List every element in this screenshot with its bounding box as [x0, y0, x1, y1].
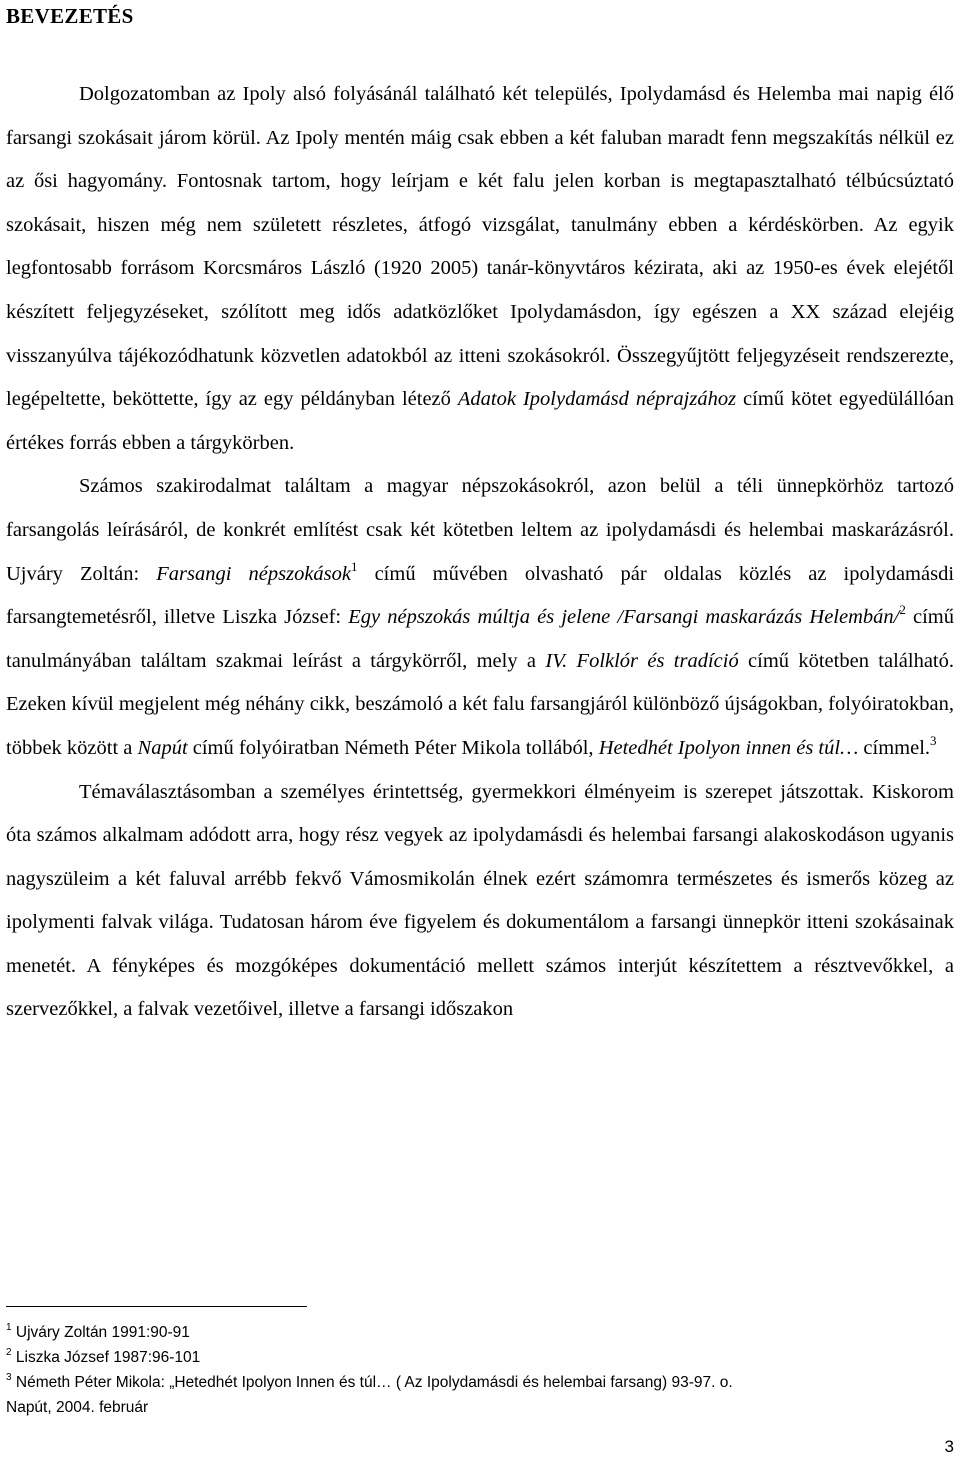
italic-title: Hetedhét Ipolyon innen és túl…	[598, 736, 859, 759]
paragraph	[6, 73, 954, 465]
footnote	[6, 1320, 954, 1345]
footnote-text: Napút, 2004. február	[6, 1399, 149, 1416]
footnote-ref: 3	[930, 732, 937, 748]
footnote-text: Németh Péter Mikola: „Hetedhét Ipolyon Innen és túl… ( Az Ipolydamásdi és helembai farsang) 93-97. o.	[15, 1374, 733, 1391]
italic-title: Egy népszokás múltja és jelene /Farsangi maskarázás Helembán/	[348, 606, 900, 629]
footnote-separator	[6, 1306, 307, 1307]
text-run: Témaválasztásomban a személyes érintettség, gyermekkori élményeim is szerepet játszottak. Kiskorom óta számos alkalmam adódott arra, hogy rész vegyek az ipolydamásdi és helembai farsangi alakoskodáson ugyanis nagyszüleim a két faluval arrébb fekvő Vámosmikolán élnek ezért számomra természetes és ismerős közeg az ipolymenti falvak világa. Tudatosan három éve figyelem és dokumentálom a farsangi ünnepkör itteni szokásainak menetét. A fényképes és mozgóképes dokumentáció mellett számos interjút készítettem a résztvevőkkel, a szervezőkkel, a falvak vezetőivel, illetve a farsangi időszakon	[6, 780, 954, 1021]
text-run: című kötet egyedülállóan értékes forrás ebben a tárgykörben.	[6, 388, 954, 454]
footnote-number: 3	[6, 1372, 12, 1383]
text-run: című művében olvasható pár oldalas közlés az ipolydamásdi farsangtemetésről, illetve Liszka József:	[6, 562, 955, 629]
footnotes	[6, 1320, 954, 1420]
italic-title: IV. Folklór és tradíció	[545, 649, 739, 672]
footnote	[6, 1345, 954, 1370]
text-run: című folyóiratban Németh Péter Mikola tollából,	[187, 736, 599, 759]
section-heading: BEVEZETÉS	[6, 4, 134, 28]
footnote-text: Ujváry Zoltán 1991:90-91	[15, 1324, 190, 1341]
text-run: Dolgozatomban az Ipoly alsó folyásánál található két település, Ipolydamásd és Helemba mai napig élő farsangi szokásait járom körül. Az Ipoly mentén máig csak ebben a két faluban maradt fenn megszakítás nélkül ez az ősi hagyomány. Fontosnak tartom, hogy leírjam e két falu jelen korban is megtapasztalható télbúcsúztató szokásait, hiszen még nem született részletes, átfogó vizsgálat, tanulmány ebben a kérdéskörben. Az egyik legfontosabb forrásom Korcsmáros László (1920 2005) tanár-könyvtáros kézirata, aki az 1950-es évek elejétől készített feljegyzéseket, szólított meg idős adatközlőket Ipolydamásdon, így egészen a XX század elejéig visszanyúlva tájékozódhatunk közvetlen adatokból az itteni szokásokról. Összegyűjtött feljegyzéseit rendszerezte, legépeltette, beköttette, így az egy példányban létező	[6, 83, 954, 411]
italic-title: Napút	[137, 736, 188, 759]
footnote-number: 1	[6, 1322, 12, 1333]
footnote	[6, 1395, 954, 1420]
italic-title: Farsangi népszokások	[156, 562, 352, 585]
italic-title: Adatok Ipolydamásd néprajzához	[457, 388, 737, 411]
text-run: című tanulmányában találtam szakmai leírást a tárgykörről, mely a	[6, 606, 955, 672]
paragraph	[6, 465, 954, 770]
page-number: 3	[944, 1437, 954, 1456]
footnote-number: 2	[6, 1347, 12, 1358]
footnote-ref: 2	[899, 602, 906, 618]
paragraph	[6, 771, 954, 1033]
text-run: Számos szakirodalmat találtam a magyar népszokásokról, azon belül a téli ünnepkörhöz tartozó farsangolás leírásáról, de konkrét említést csak két kötetben leltem az ipolydamásdi és helembai maskarázásról. Ujváry Zoltán:	[6, 475, 954, 585]
text-run: címmel.	[858, 736, 931, 759]
footnote-text: Liszka József 1987:96-101	[15, 1349, 201, 1366]
body-text	[6, 73, 954, 1032]
footnote-ref: 1	[351, 558, 358, 574]
text-run: című kötetben található. Ezeken kívül megjelent még néhány cikk, beszámoló a két falu farsangjáról különböző újságokban, folyóiratokban, többek között a	[6, 649, 954, 759]
footnote	[6, 1370, 954, 1395]
